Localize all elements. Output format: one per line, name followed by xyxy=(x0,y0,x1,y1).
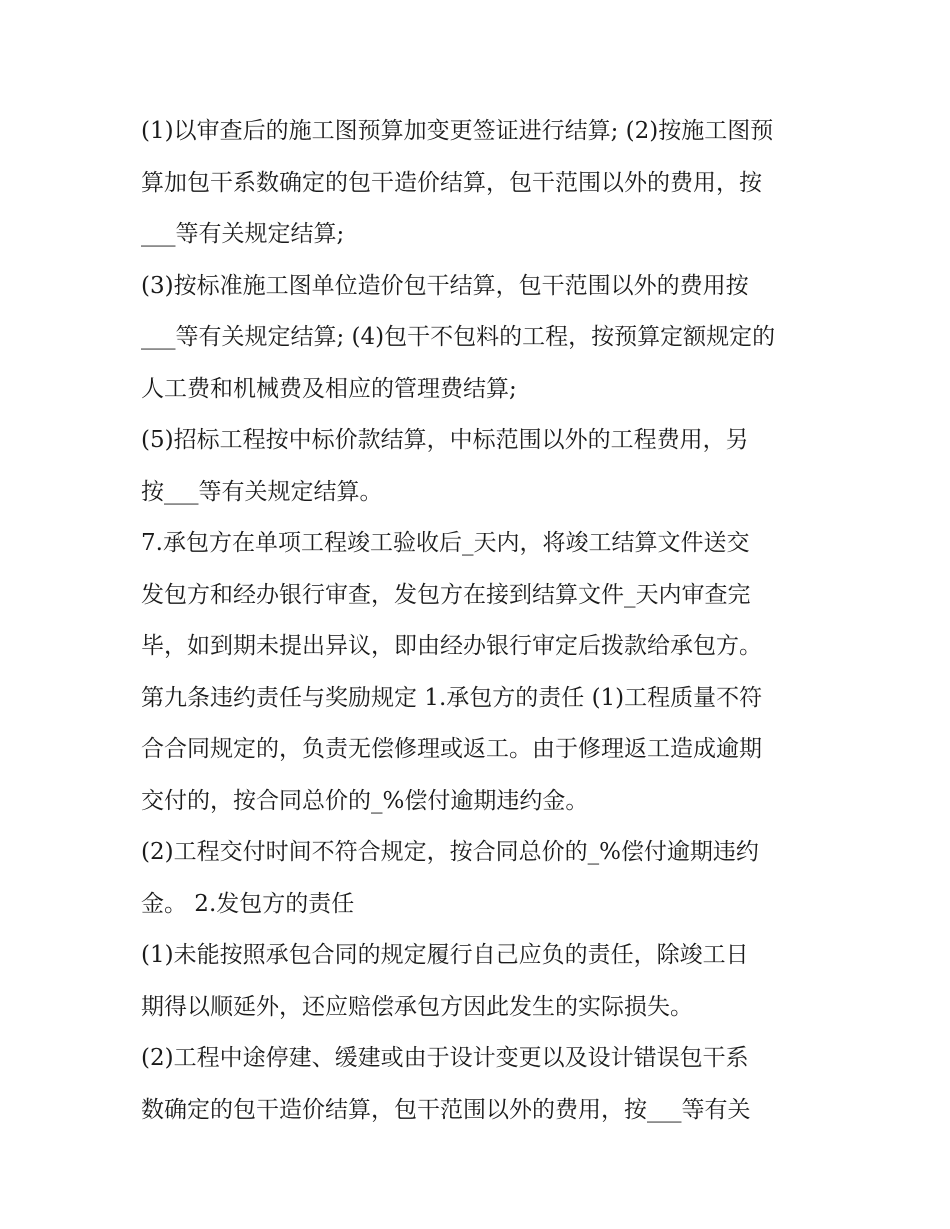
text-line: ___等有关规定结算; (4)包干不包料的工程，按预算定额规定的 xyxy=(141,324,776,350)
text-line: (1)未能按照承包合同的规定履行自己应负的责任，除竣工日 xyxy=(141,942,749,968)
text-line: (1)以审查后的施工图预算加变更签证进行结算; (2)按施工图预 xyxy=(141,118,774,144)
text-line: 第九条违约责任与奖励规定 1.承包方的责任 (1)工程质量不符 xyxy=(141,684,763,711)
text-line: ___等有关规定结算; xyxy=(141,221,345,247)
text-line: 按___等有关规定结算。 xyxy=(141,478,383,505)
text-line: 发包方和经办银行审查，发包方在接到结算文件_天内审查完 xyxy=(141,581,751,608)
text-line: (5)招标工程按中标价款结算，中标范围以外的工程费用，另 xyxy=(141,427,749,453)
text-line: 人工费和机械费及相应的管理费结算; xyxy=(141,375,517,402)
text-line: 毕，如到期未提出异议，即由经办银行审定后拨款给承包方。 xyxy=(141,633,762,659)
text-line: (2)工程交付时间不符合规定，按合同总价的_%偿付逾期违约 xyxy=(141,839,759,865)
text-line: 数确定的包干造价结算，包干范围以外的费用，按___等有关 xyxy=(141,1096,751,1123)
text-line: 算加包干系数确定的包干造价结算，包干范围以外的费用，按 xyxy=(141,169,762,196)
text-line: 期得以顺延外，还应赔偿承包方因此发生的实际损失。 xyxy=(141,993,693,1020)
text-line: 7.承包方在单项工程竣工验收后_天内，将竣工结算文件送交 xyxy=(141,530,750,556)
text-line: (3)按标准施工图单位造价包干结算，包干范围以外的费用按 xyxy=(141,272,749,299)
text-line: 交付的，按合同总价的_%偿付逾期违约金。 xyxy=(141,787,589,814)
text-line: 金。 2.发包方的责任 xyxy=(141,890,355,917)
document-body xyxy=(141,106,831,1136)
text-line: (2)工程中途停建、缓建或由于设计变更以及设计错误包干系 xyxy=(141,1045,749,1071)
text-line: 合合同规定的，负责无偿修理或返工。由于修理返工造成逾期 xyxy=(141,736,762,762)
